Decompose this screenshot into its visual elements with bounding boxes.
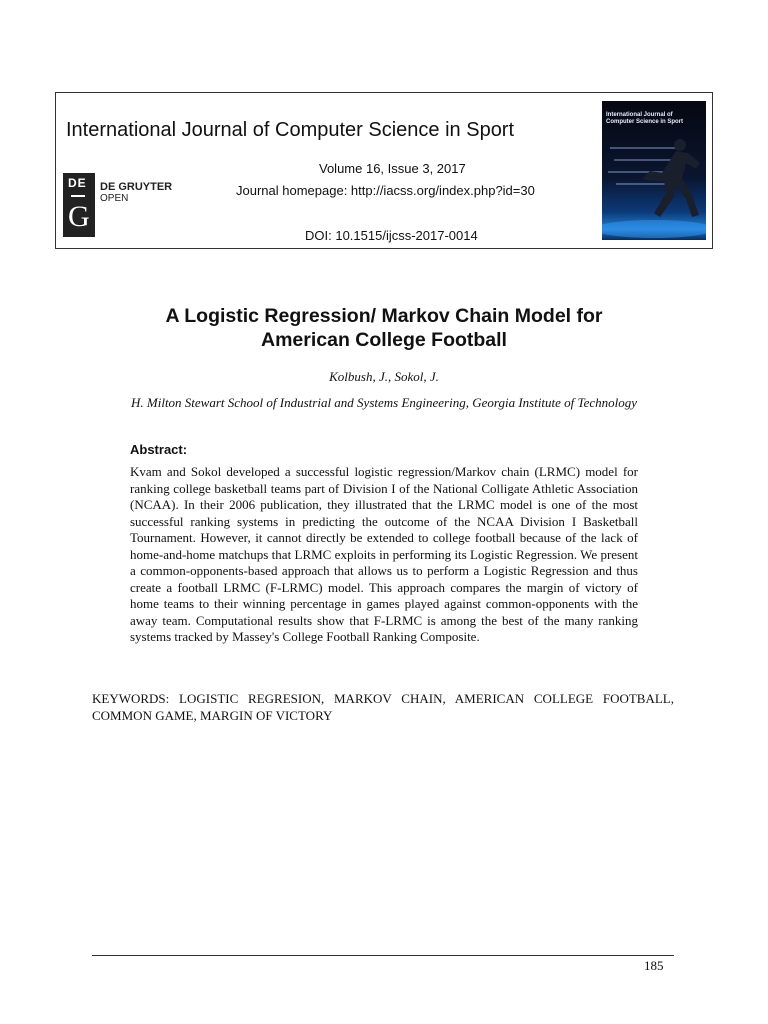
journal-header [55, 92, 713, 249]
page-number: 185 [644, 958, 664, 973]
publisher-subname: OPEN [100, 193, 129, 204]
cover-title: International Journal of Computer Science in Sport [606, 112, 684, 125]
de-gruyter-logo [63, 173, 185, 238]
authors: Kolbush, J., Sokol, J. [329, 369, 439, 384]
abstract-heading: Abstract: [130, 442, 188, 457]
doi: DOI: 10.1515/ijcss-2017-0014 [305, 228, 478, 243]
runner-silhouette-icon [602, 101, 706, 240]
paper-title: A Logistic Regression/ Markov Chain Model for American College Football [165, 305, 603, 351]
publisher-name: DE GRUYTER [100, 181, 173, 193]
keywords: KEYWORDS: LOGISTIC REGRESION, MARKOV CHAIN, AMERICAN COLLEGE FOOTBALL, COMMON GAME, MARGIN OF VICTORY [92, 691, 674, 723]
de-gruyter-mark-icon [63, 173, 95, 237]
journal-homepage: Journal homepage: http://iacss.org/index.php?id=30 [236, 183, 535, 198]
abstract-text: Kvam and Sokol developed a successful logistic regression/Markov chain (LRMC) model for ranking college basketball teams part of Division I of the National Colligate Athletic Association (NCAA). In their 2006 publication, they illustrated that the LRMC model is one of the most successful ranking systems in predicting the outcome of the NCAA Division I Basketball Tournament. However, it cannot directly be extended to college football because of the lack of home-and-home matchups that LRMC exploits in performing its Logistic Regression. We present a common-opponents-based approach that allows us to perform a Logistic Regression and thus create a football LRMC (F-LRMC) model. This approach compares the margin of victory of home teams to their winning percentage in games played against common-opponents with the away team. Computational results show that F-LRMC is among the best of the many ranking systems tracked by Massey's College Football Ranking Composite. [130, 464, 638, 644]
logo-mark-top: DE [68, 176, 87, 190]
journal-title: International Journal of Computer Science in Sport [66, 119, 515, 141]
affiliation: H. Milton Stewart School of Industrial and Systems Engineering, Georgia Institute of Technology [131, 395, 637, 410]
journal-cover-image [602, 101, 706, 240]
footer-divider [92, 955, 674, 956]
logo-mark-bottom: G [68, 200, 90, 233]
volume-issue: Volume 16, Issue 3, 2017 [319, 161, 466, 176]
